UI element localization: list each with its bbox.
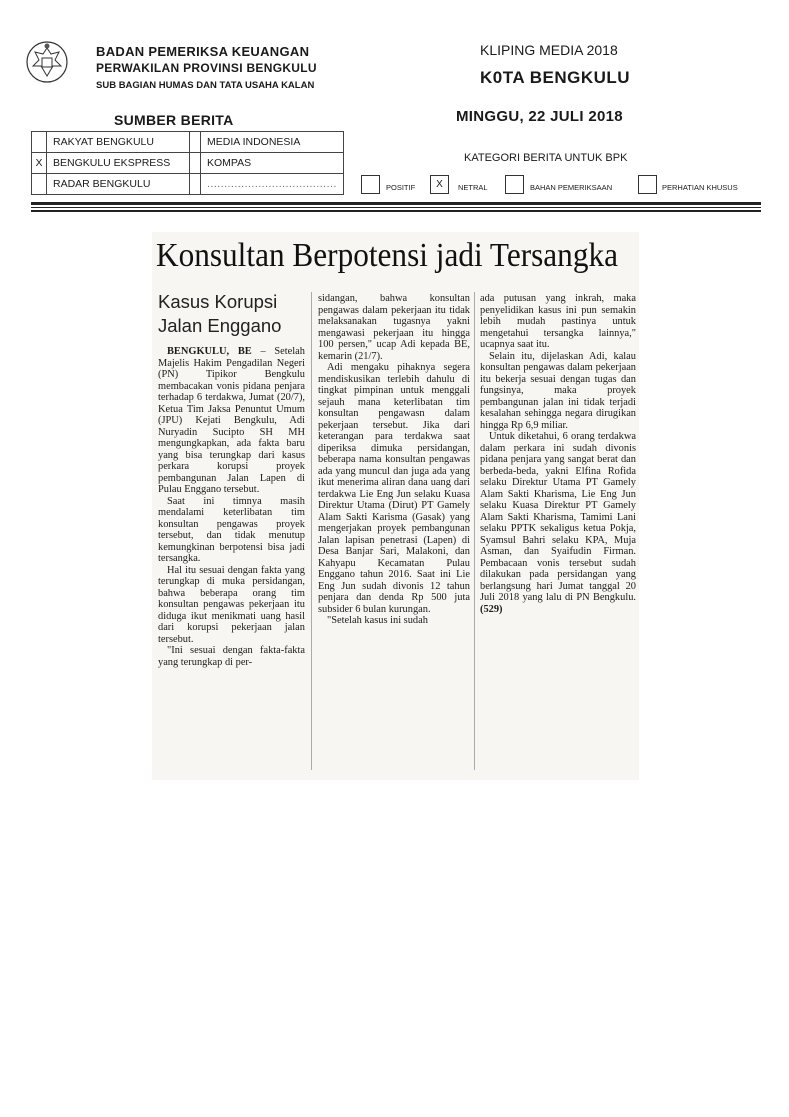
checkbox-label: BAHAN PEMERIKSAAN: [530, 183, 613, 192]
source-name-blank: ......................................: [201, 174, 344, 195]
org-subsection: SUB BAGIAN HUMAS DAN TATA USAHA KALAN: [96, 80, 315, 91]
checkbox-bahan-pemeriksaan[interactable]: [505, 175, 524, 194]
article-paragraph: Saat ini timnya masih mendalami keterlibatan tim konsultan pengawas proyek tersebut, dan tidak menutup kemungkinan berpotensi bisa jadi tersangka.: [158, 495, 305, 564]
source-name: RADAR BENGKULU: [47, 174, 190, 195]
article-headline: Konsultan Berpotensi jadi Tersangka: [156, 237, 618, 274]
checkbox-positif[interactable]: [361, 175, 380, 194]
kategori-title: KATEGORI BERITA UNTUK BPK: [464, 152, 628, 164]
article-paragraph: sidangan, bahwa konsultan pengawas dalam pekerjaan itu tidak melaksanakan tugasnya yakni mengawasi pekerjaan itu hingga 100 persen," ucap Adi kepada BE, kemarin (21/7).: [318, 293, 470, 362]
column-divider: [474, 292, 475, 770]
source-row: [32, 132, 344, 153]
header-rule: [31, 210, 761, 212]
article-paragraph: BENGKULU, BE – Setelah Majelis Hakim Pengadilan Negeri (PN) Tipikor Bengkulu membacakan vonis pidana penjara terhadap 6 terdakwa, Jumat (20/7), Ketua Tim Jaksa Penuntut Umum (JPU) Kejati Bengkulu, Adi Nuryadin Sucipto SH MH mengungkapkan, ada fakta baru yang bisa terungkap dari kasus perkara korupsi proyek pembangunan Jalan Lapen di Pulau Enggano tersebut.: [158, 346, 305, 495]
article-dateline: BENGKULU, BE: [167, 346, 252, 357]
garuda-emblem-icon: [24, 36, 70, 86]
checkbox-label: NETRAL: [458, 183, 488, 192]
source-spacer: [190, 132, 201, 153]
source-spacer: [190, 174, 201, 195]
source-spacer: [190, 153, 201, 174]
sumber-berita-table: [31, 131, 344, 195]
kota-title: K0TA BENGKULU: [480, 68, 631, 87]
checkbox-netral[interactable]: X: [430, 175, 449, 194]
article-subhead: Kasus Korupsi Jalan Enggano: [158, 291, 282, 336]
publication-date: MINGGU, 22 JULI 2018: [456, 108, 623, 125]
article-column-3: [480, 293, 636, 615]
source-row: [32, 174, 344, 195]
source-row: [32, 153, 344, 174]
article-paragraph: "Setelah kasus ini sudah: [327, 615, 428, 626]
org-name: BADAN PEMERIKSA KEUANGAN: [96, 44, 310, 59]
article-paragraph: Selain itu, dijelaskan Adi, kalau konsultan pengawas dalam pekerjaan itu bekerja sesuai dengan tugas dan fungsinya, maka proyek pembangunan jalan ini tidak terjadi kesalahan sehingga negara dirugikan hingga Rp 6,9 miliar.: [480, 350, 636, 431]
checkbox-perhatian-khusus[interactable]: [638, 175, 657, 194]
article-paragraph: Adi mengaku pihaknya segera mendiskusikan terlebih dahulu di tingkat pimpinan untuk menggali sejauh mana keterlibatan tim konsultan pengawasn dalam pekerjaan tersebut. Jika dari keterangan para terdakwa saat diperiksa dimuka persidangan, beberapa nama konsultan pengawas ada yang muncul dan juga ada yang ikut menerima aliran dana uang dari terdakwa Lie Eng Jun selaku Kuasa Direktur Utama (Dirut) PT Gamely Alam Sakti Karisma (Gasak) yang mengerjakan proyek pembangunan Jalan lapisan penetrasi (Lapen) di Desa Banjar Sari, Malakoni, dan Kahyapu Kecamatan Pulau Enggano tahun 2016. Saat ini Lie Eng Jun sudah divonis 12 tahun penjara dan denda Rp 500 juta subsider 6 bulan kurungan.: [318, 362, 470, 615]
org-branch: PERWAKILAN PROVINSI BENGKULU: [96, 61, 317, 75]
column-divider: [311, 292, 312, 770]
article-paragraph: "Ini sesuai dengan fakta-fakta yang terungkap di per-: [158, 645, 305, 668]
sumber-berita-title: SUMBER BERITA: [114, 112, 234, 128]
source-name: KOMPAS: [201, 153, 344, 174]
source-mark: [32, 132, 47, 153]
source-mark: X: [32, 153, 47, 174]
source-mark: [32, 174, 47, 195]
header-rule: [31, 202, 761, 205]
checkbox-label: POSITIF: [386, 183, 416, 192]
header-rule: [31, 207, 761, 208]
checkbox-label: PERHATIAN KHUSUS: [662, 183, 738, 192]
kliping-title: KLIPING MEDIA 2018: [480, 42, 618, 58]
source-name: BENGKULU EKSPRESS: [47, 153, 190, 174]
source-name: RAKYAT BENGKULU: [47, 132, 190, 153]
article-column-1: [158, 346, 305, 668]
article-paragraph: Hal itu sesuai dengan fakta yang terungkap di muka persidangan, bahwa beberapa orang tim konsultan pengawas pekerjaan itu diduga ikut menikmati uang hasil dari korupsi pekerjaan jalan tersebut.: [158, 564, 305, 645]
article-paragraph: ada putusan yang inkrah, maka penyelidikan kasus ini pun semakin lebih mudah pastinya untuk mengetahui tersangka lainnya," ucapnya saat itu.: [480, 293, 636, 350]
article-signoff: (529): [480, 603, 503, 615]
article-paragraph: Untuk diketahui, 6 orang terdakwa dalam perkara ini sudah divonis pidana penjara yang sangat berat dan berbeda-beda, yakni Elfina Rofida selaku Direktur Utama PT Gamely Alam Sakti Kharisma, Lie Eng Jun selaku Kuasa Direktur PT Gamely Alam Sakti Kharisma, Tamimi Lani selaku PPTK sekaligus ketua Pokja, Syamsul Bahri selaku KPA, Muja Asman, dan Syaifudin Firman. Pembacaan vonis tersebut sudah dilakukan pada persidangan yang berlangsung hari Jumat tanggal 20 Juli 2018 yang lalu di PN Bengkulu. (529): [480, 431, 636, 615]
source-name: MEDIA INDONESIA: [201, 132, 344, 153]
article-column-2: [318, 293, 470, 627]
